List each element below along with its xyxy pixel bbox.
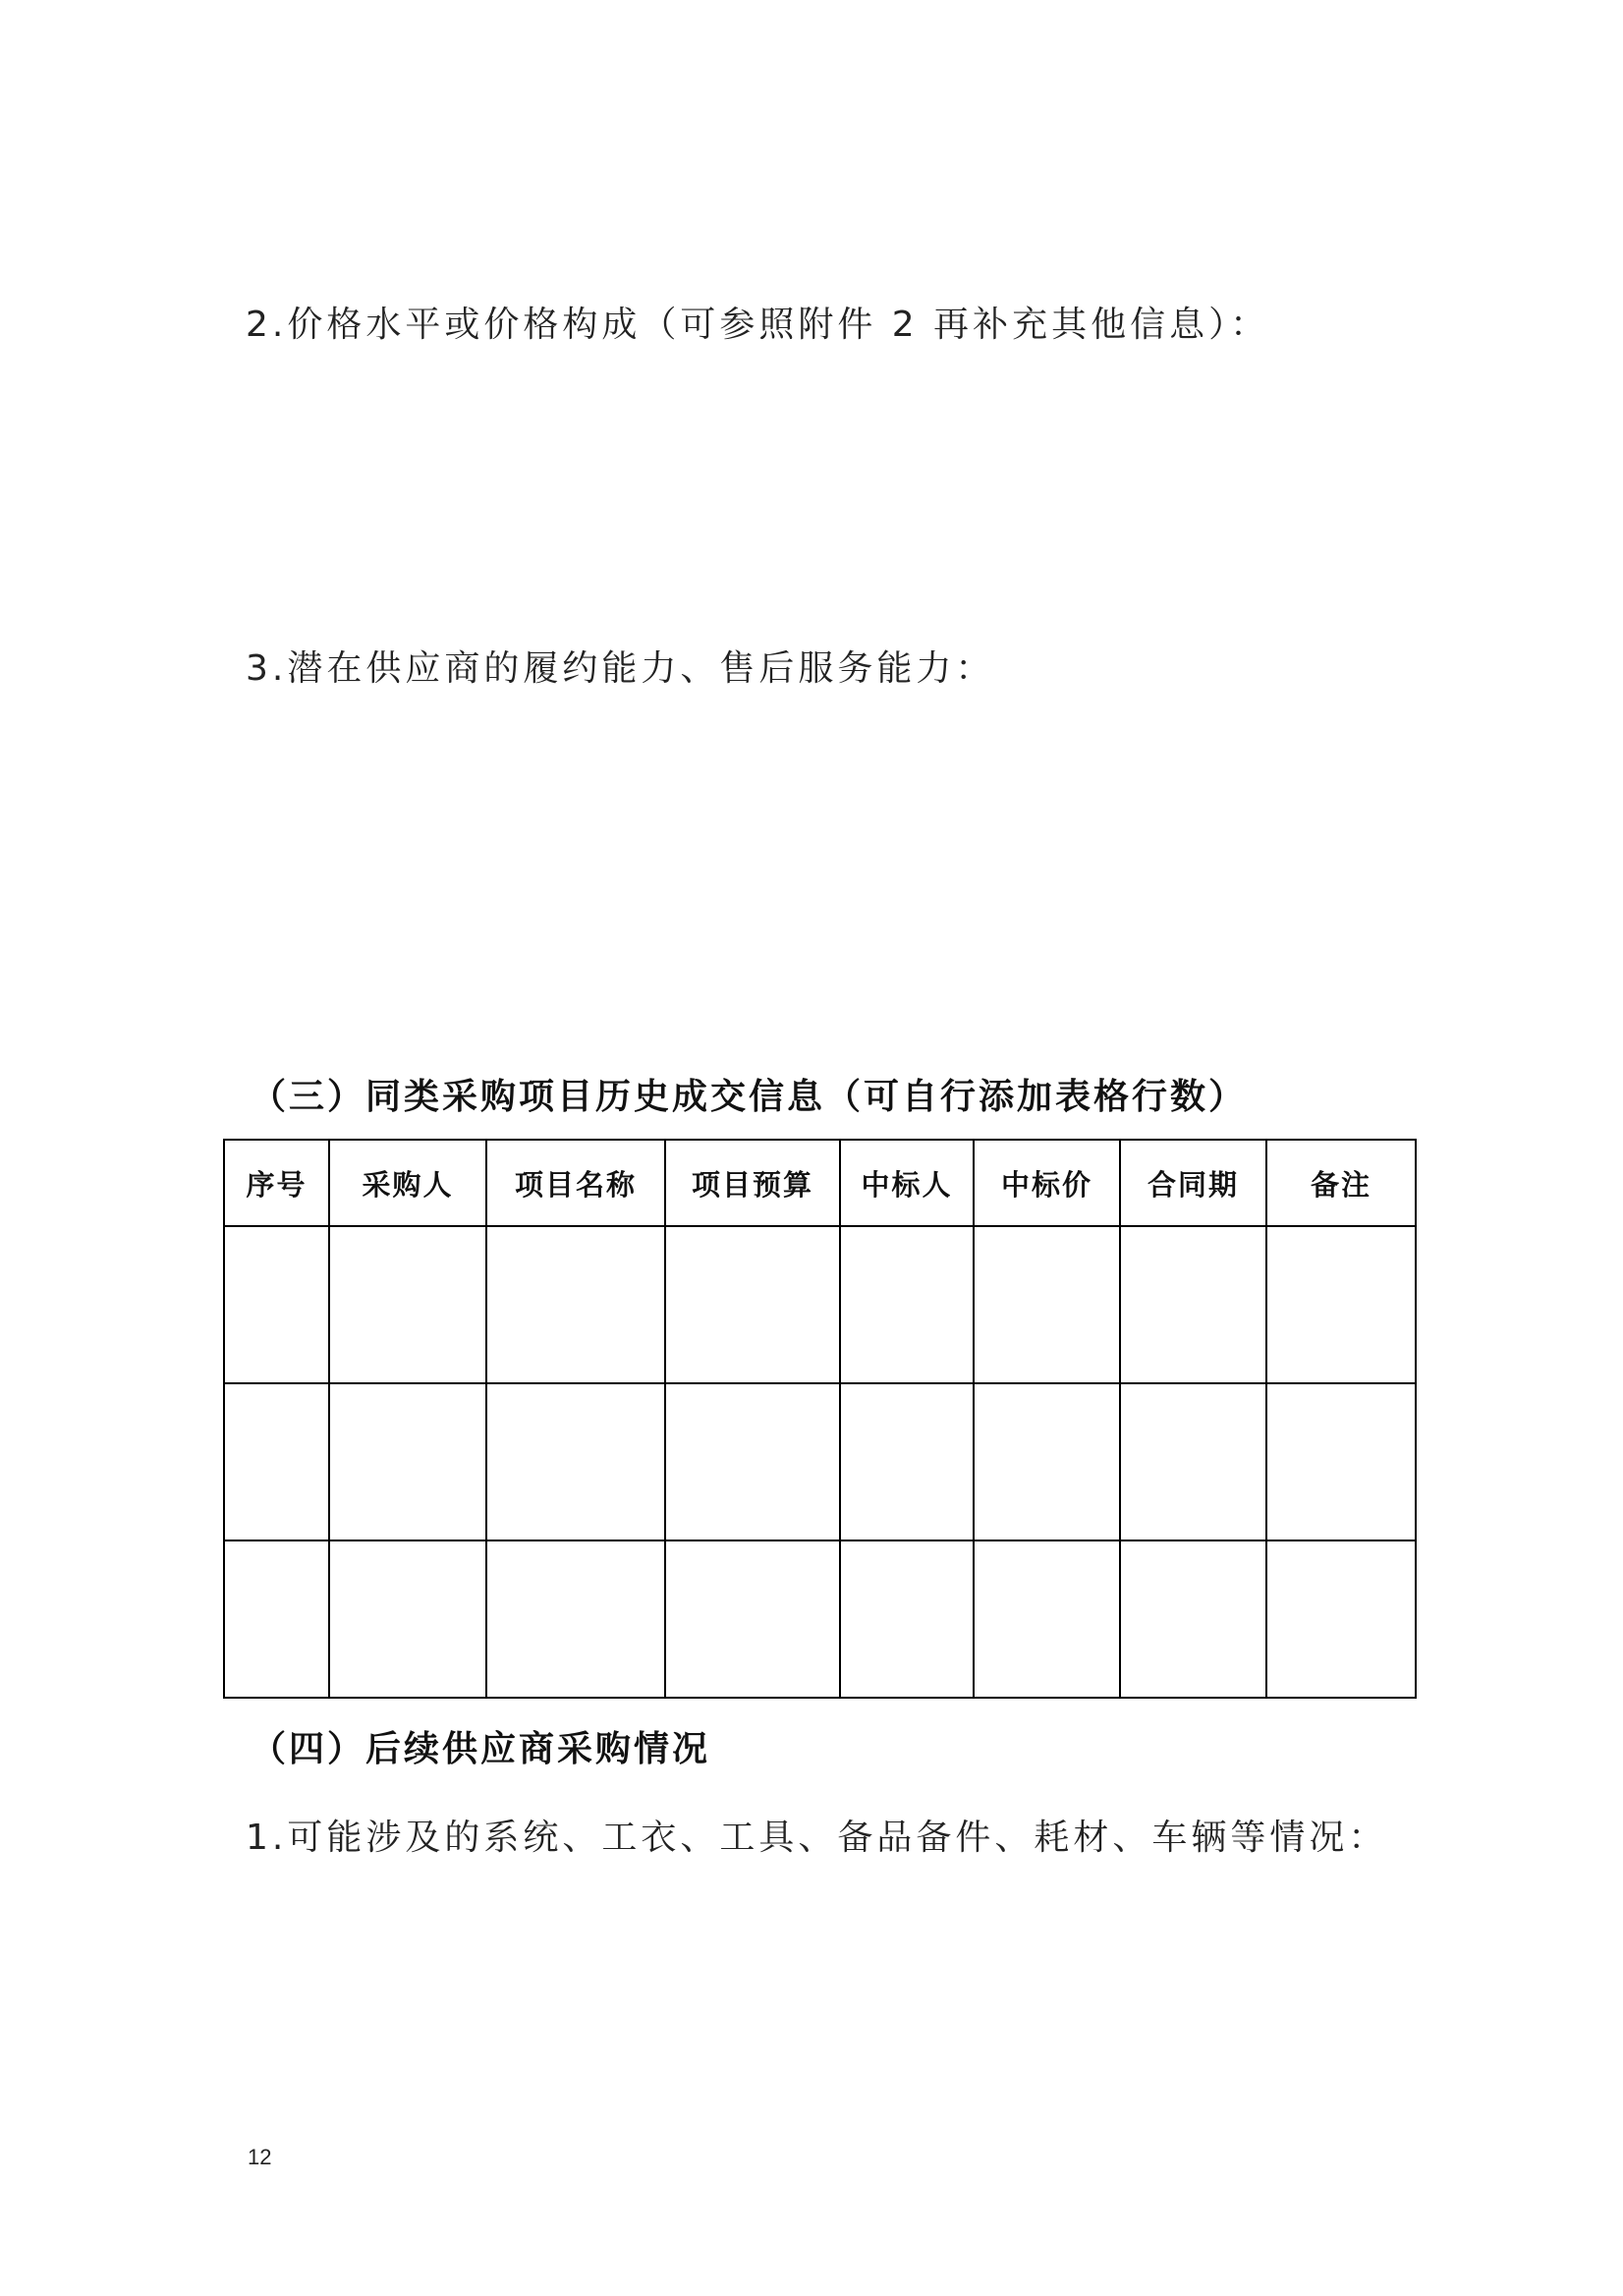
header-project-budget: 项目预算 [665, 1140, 840, 1226]
table-cell[interactable] [974, 1383, 1120, 1540]
item-1-related-systems: 1.可能涉及的系统、工衣、工具、备品备件、耗材、车辆等情况： [246, 1818, 1388, 1858]
table-cell[interactable] [665, 1540, 840, 1698]
table-cell[interactable] [974, 1540, 1120, 1698]
header-serial-number: 序号 [224, 1140, 329, 1226]
table-row [224, 1383, 1416, 1540]
table-cell[interactable] [1266, 1226, 1416, 1383]
table-cell[interactable] [840, 1383, 974, 1540]
table-row [224, 1540, 1416, 1698]
section-3-title: （三）同类采购项目历史成交信息（可自行添加表格行数） [251, 1077, 1248, 1117]
table-cell[interactable] [329, 1540, 486, 1698]
header-winning-bidder: 中标人 [840, 1140, 974, 1226]
table-cell[interactable] [974, 1226, 1120, 1383]
table-cell[interactable] [224, 1540, 329, 1698]
table-cell[interactable] [224, 1383, 329, 1540]
table-cell[interactable] [329, 1383, 486, 1540]
table-cell[interactable] [1120, 1226, 1266, 1383]
table-header-row [224, 1140, 1416, 1226]
table-row [224, 1226, 1416, 1383]
header-purchaser: 采购人 [329, 1140, 486, 1226]
table-cell[interactable] [665, 1383, 840, 1540]
header-contract-period: 合同期 [1120, 1140, 1266, 1226]
table-cell[interactable] [224, 1226, 329, 1383]
table-cell[interactable] [486, 1540, 665, 1698]
table-cell[interactable] [1266, 1383, 1416, 1540]
table-cell[interactable] [840, 1226, 974, 1383]
header-remarks: 备注 [1266, 1140, 1416, 1226]
table-cell[interactable] [486, 1383, 665, 1540]
history-transaction-table [223, 1139, 1417, 1699]
table-cell[interactable] [665, 1226, 840, 1383]
page-number: 12 [248, 2145, 272, 2169]
table-cell[interactable] [840, 1540, 974, 1698]
header-project-name: 项目名称 [486, 1140, 665, 1226]
header-winning-price: 中标价 [974, 1140, 1120, 1226]
item-3-supplier-capability: 3.潜在供应商的履约能力、售后服务能力： [246, 648, 995, 689]
item-2-price-level: 2.价格水平或价格构成（可参照附件 2 再补充其他信息）： [246, 305, 1270, 345]
section-4-title: （四）后续供应商采购情况 [251, 1729, 711, 1769]
table-cell[interactable] [1120, 1540, 1266, 1698]
table-cell[interactable] [486, 1226, 665, 1383]
table-cell[interactable] [1120, 1383, 1266, 1540]
table-cell[interactable] [1266, 1540, 1416, 1698]
table-cell[interactable] [329, 1226, 486, 1383]
